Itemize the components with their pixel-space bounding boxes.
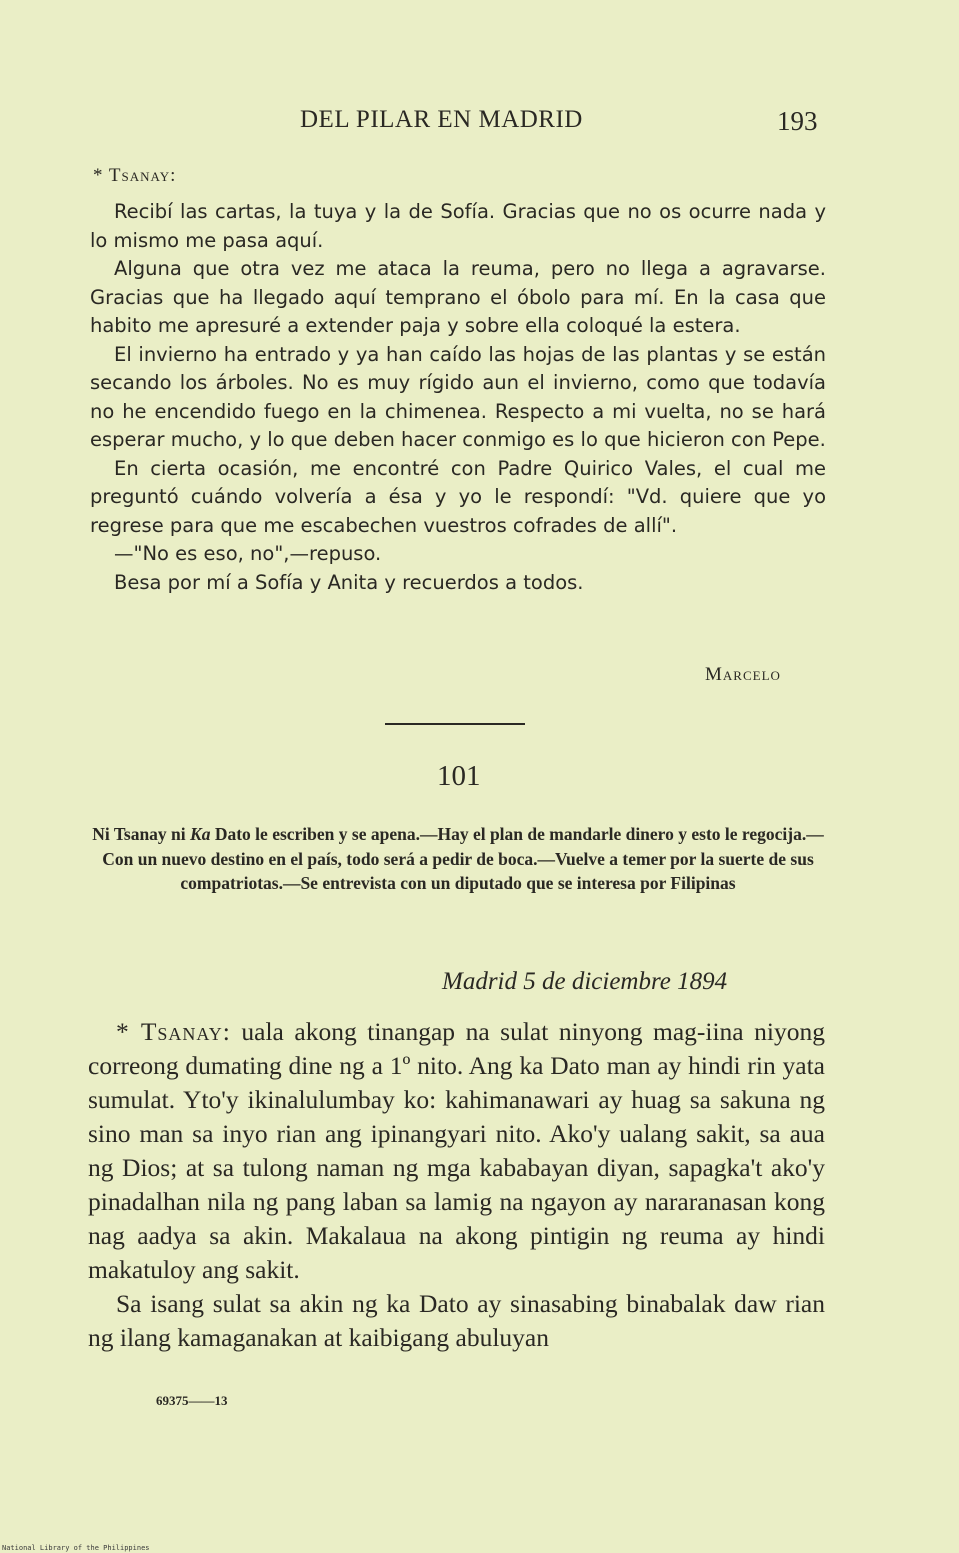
summary-ka: Ka	[190, 824, 211, 844]
letter-salutation: * Tsanay:	[116, 1017, 231, 1046]
paragraph: Sa isang sulat sa akin ng ka Dato ay sinasabing binabalak daw rian ng ilang kamaganakan at kaibigang abuluyan	[88, 1289, 825, 1352]
paragraph	[88, 1015, 825, 1287]
paragraph: Recibí las cartas, la tuya y la de Sofía. Gracias que no os ocurre nada y lo mismo me pasa aquí.	[90, 200, 826, 252]
letter-signature: Marcelo	[705, 664, 781, 685]
summary-text: Ni Tsanay ni	[92, 824, 191, 844]
letter-salutation: * Tsanay:	[93, 165, 177, 186]
printer-signature-mark: 69375——13	[156, 1393, 228, 1408]
letter-number: 101	[437, 760, 481, 792]
running-title: DEL PILAR EN MADRID	[300, 106, 583, 133]
paragraph: El invierno ha entrado y ya han caído las hojas de las plantas y se están secando los árboles. No es muy rígido aun el invierno, como que todavía no he encendido fuego en la chimenea. Respecto a mi vuelta, no se hará esperar mucho, y lo que deben hacer conmigo es lo que hicieron con Pepe.	[90, 342, 826, 451]
paragraph: —"No es eso, no",—repuso.	[114, 542, 382, 565]
section-divider	[385, 723, 525, 725]
summary-text-cont: Dato le escriben y se apena.—Hay el plan de mandarle dinero y esto le regocija.—Con un nuevo destino en el país, todo será a pedir de boca.—Vuelve a temer por la suerte de sus compatriotas.—Se entrevista con un diputado que se interesa por Filipinas	[102, 824, 824, 894]
paragraph-text: uala akong tinangap na sulat ninyong mag-iina niyong correong dumating dine ng a 1º nito. Ang ka Dato man ay hindi rin yata sumulat. Yto'y ikinalulumbay ko: kahimanawari ay huag sa sakuna ng sino man sa inyo rian ang ipinangyari nito. Ako'y ualang sakit, sa aua ng Dios; at sa tulong naman ng mga kababayan diyan, sapagka't ako'y pinadalhan nila ng pang laban sa lamig na ngayon ay nararanasan kong nag aadya sa akin. Makalaua na akong pintigin ng reuma ay hindi makatuloy ang sakit.	[88, 1017, 825, 1284]
library-credit: National Library of the Philippines	[2, 1544, 150, 1552]
paragraph: Besa por mí a Sofía y Anita y recuerdos a todos.	[114, 570, 584, 594]
paragraph: En cierta ocasión, me encontré con Padre Quirico Vales, el cual me preguntó cuándo volvería a ésa y yo le respondí: "Vd. quiere que yo regrese para que me escabechen vuestros cofrades de allí".	[90, 456, 826, 537]
letter-summary	[90, 822, 826, 896]
paragraph: Alguna que otra vez me ataca la reuma, pero no llega a agravarse. Gracias que ha llegado aquí temprano el óbolo para mí. En la casa que habito me apresuré a extender paja y sobre ella coloqué la estera.	[90, 257, 826, 337]
letter-body-tagalog	[88, 1015, 825, 1355]
page-number: 193	[777, 106, 818, 136]
dateline: Madrid 5 de diciembre 1894	[442, 968, 728, 995]
letter-body	[90, 198, 826, 597]
